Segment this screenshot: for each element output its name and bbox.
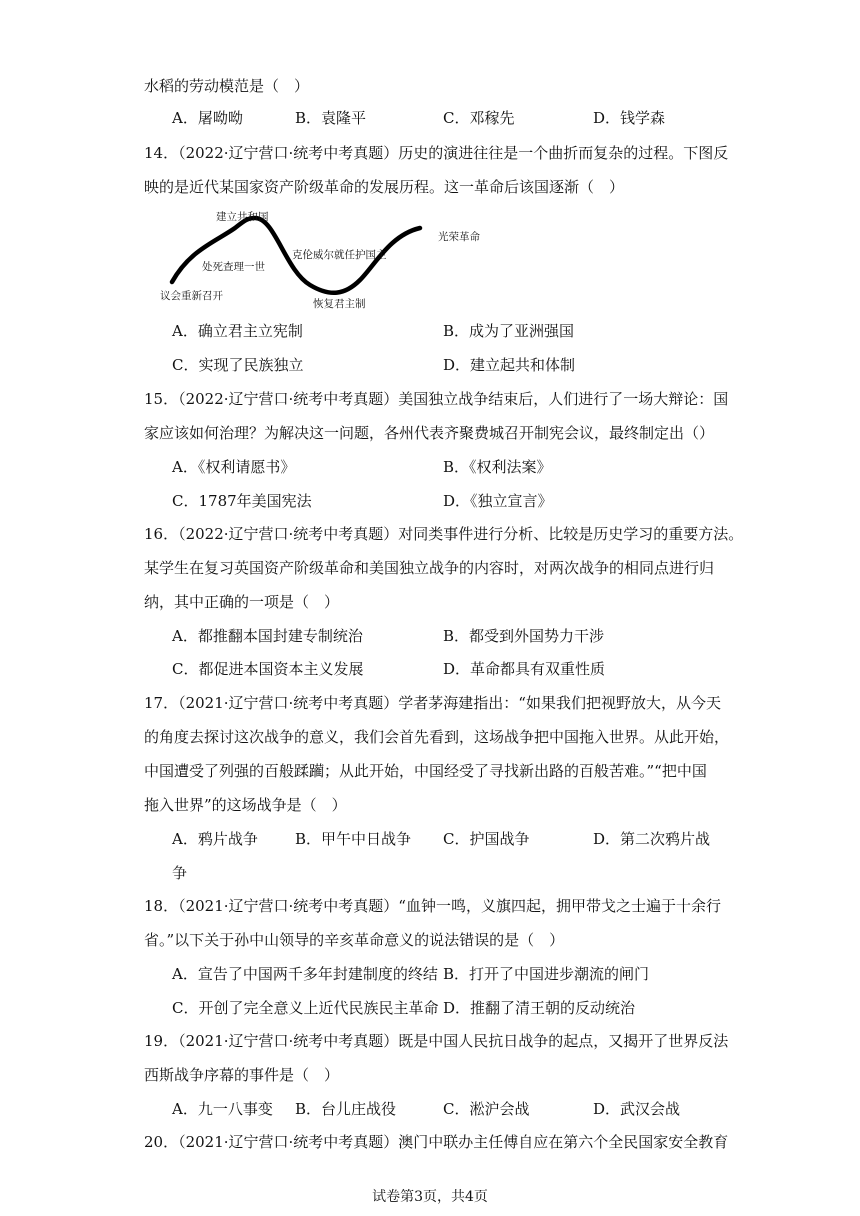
label-execute: 处死查理一世 [202,261,265,273]
q17-option-d-wrap: 争 [172,864,188,882]
q16-option-d[interactable]: D．革命都具有双重性质 [443,660,606,678]
q13-option-b[interactable]: B．袁隆平 [295,109,367,127]
q15-option-c[interactable]: C．1787年美国宪法 [172,492,312,510]
q18-option-b[interactable]: B．打开了中国进步潮流的闸门 [443,965,650,983]
q13-option-c[interactable]: C．邓稼先 [443,109,515,127]
q15-stem-line2: 家应该如何治理？为解决这一问题，各州代表齐聚费城召开制宪会议，最终制定出（） [144,424,715,442]
q16-stem-line3: 纳，其中正确的一项是（ ） [144,593,340,611]
q17-stem-line2: 的角度去探讨这次战争的意义，我们会首先看到，这场战争把中国拖入世界。从此开始， [144,728,730,746]
q14-option-d[interactable]: D．建立起共和体制 [443,356,576,374]
q18-option-a[interactable]: A．宣告了中国两千多年封建制度的终结 [172,965,438,983]
q18-option-d[interactable]: D．推翻了清王朝的反动统治 [443,999,636,1017]
q15-stem-line1: 15．（2022·辽宁营口·统考中考真题）美国独立战争结束后，人们进行了一场大辩论：国 [144,390,729,408]
q17-stem-line4: 拖入世界”的这场战争是（ ） [144,796,347,814]
q13-stem-tail: 水稻的劳动模范是（ ） [144,77,310,95]
q18-stem-line1: 18．（2021·辽宁营口·统考中考真题）“血钟一鸣，义旗四起，拥甲带戈之士遍于十余行 [144,897,721,915]
q20-stem-line1: 20．（2021·辽宁营口·统考中考真题）澳门中联办主任傅自应在第六个全民国家安全教育 [144,1133,729,1151]
q19-option-c[interactable]: C．淞沪会战 [443,1100,530,1118]
q13-option-a[interactable]: A．屠呦呦 [172,109,243,127]
q16-option-c[interactable]: C．都促进本国资本主义发展 [172,660,364,678]
q18-option-c[interactable]: C．开创了完全意义上近代民族民主革命 [172,999,439,1017]
q19-option-d[interactable]: D．武汉会战 [593,1100,681,1118]
label-parliament: 议会重新召开 [160,290,223,302]
q17-stem-line1: 17．（2021·辽宁营口·统考中考真题）学者茅海建指出：“如果我们把视野放大，从今天 [144,694,721,712]
q14-option-c[interactable]: C．实现了民族独立 [172,356,304,374]
q17-option-a[interactable]: A．鸦片战争 [172,830,258,848]
q13-option-d[interactable]: D．钱学森 [593,109,666,127]
q14-stem-line2: 映的是近代某国家资产阶级革命的发展历程。这一革命后该国逐渐（ ） [144,178,625,196]
q19-option-b[interactable]: B．台儿庄战役 [295,1100,397,1118]
label-restoration: 恢复君主制 [313,298,366,310]
q14-option-a[interactable]: A．确立君主立宪制 [172,322,303,340]
q17-stem-line3: 中国遭受了列强的百般蹂躏；从此开始，中国经受了寻找新出路的百般苦难。”“把中国 [144,762,707,780]
q19-stem-line2: 西斯战争序幕的事件是（ ） [144,1066,340,1084]
label-republic: 建立共和国 [216,211,269,223]
q14-stem-line1: 14．（2022·辽宁营口·统考中考真题）历史的演进往往是一个曲折而复杂的过程。下图反 [144,144,729,162]
q19-stem-line1: 19．（2021·辽宁营口·统考中考真题）既是中国人民抗日战争的起点，又揭开了世界反法 [144,1032,729,1050]
q19-option-a[interactable]: A．九一八事变 [172,1100,273,1118]
q16-option-b[interactable]: B．都受到外国势力干涉 [443,627,605,645]
q17-option-b[interactable]: B．甲午中日战争 [295,830,412,848]
q15-option-d[interactable]: D．《独立宣言》 [443,492,553,510]
revolution-timeline-diagram [150,200,490,315]
label-cromwell: 克伦威尔就任护国主 [292,249,387,261]
q15-option-a[interactable]: A．《权利请愿书》 [172,458,296,476]
q15-option-b[interactable]: B．《权利法案》 [443,458,552,476]
q16-stem-line2: 某学生在复习英国资产阶级革命和美国独立战争的内容时，对两次战争的相同点进行归 [144,559,715,577]
q16-stem-line1: 16．（2022·辽宁营口·统考中考真题）对同类事件进行分析、比较是历史学习的重要方法。 [144,525,744,543]
q17-option-c[interactable]: C．护国战争 [443,830,530,848]
q17-option-d[interactable]: D．第二次鸦片战 [593,830,711,848]
q16-option-a[interactable]: A．都推翻本国封建专制统治 [172,627,363,645]
label-glorious: 光荣革命 [438,231,480,243]
q14-option-b[interactable]: B．成为了亚洲强国 [443,322,575,340]
page-footer: 试卷第3页，共4页 [372,1189,488,1205]
q18-stem-line2: 省。”以下关于孙中山领导的辛亥革命意义的说法错误的是（ ） [144,931,565,949]
